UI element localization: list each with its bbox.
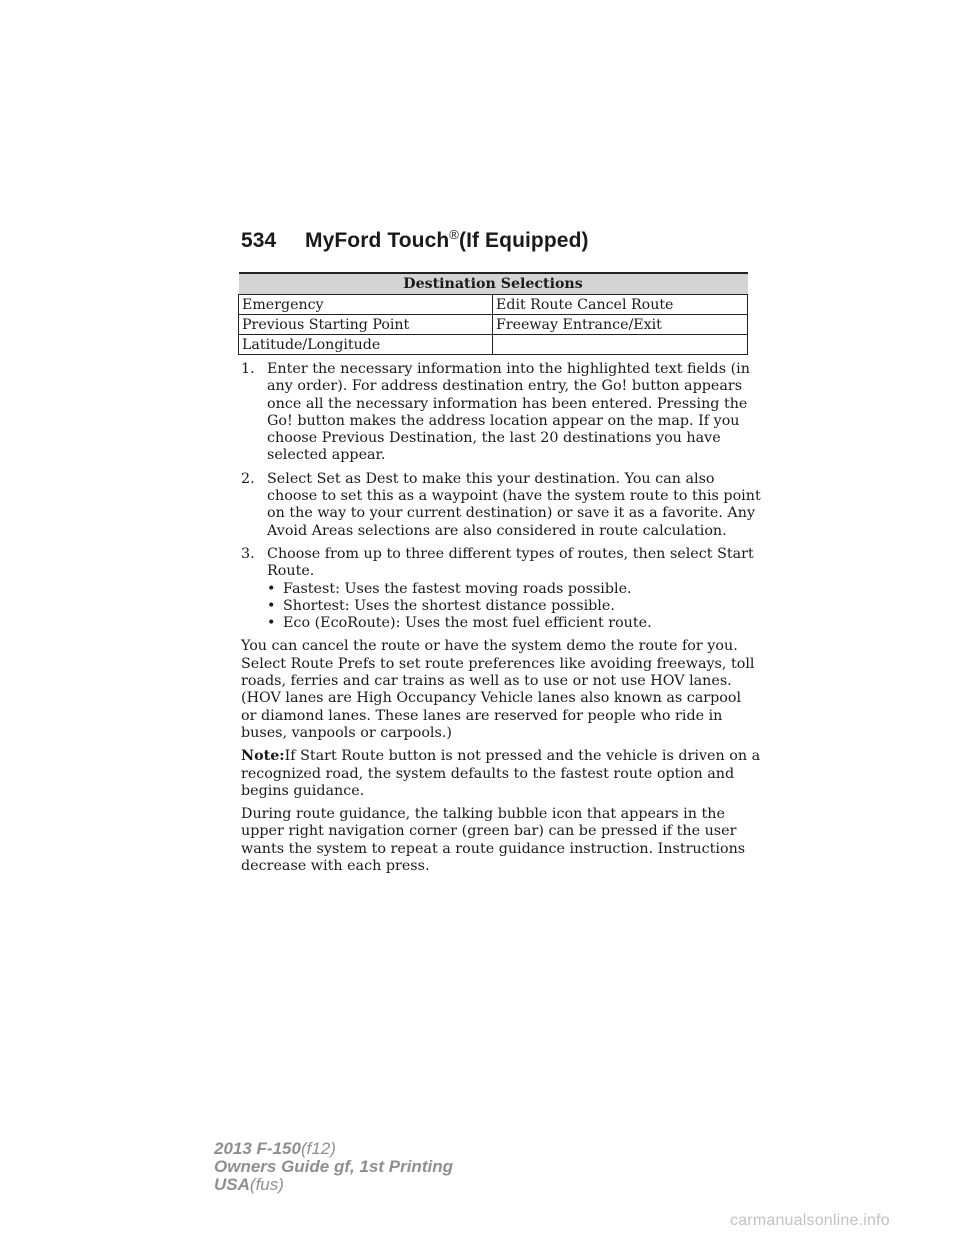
step-2 bbox=[241, 471, 761, 540]
table-row bbox=[239, 295, 748, 315]
watermark: carmanualsonline.info bbox=[730, 1212, 890, 1229]
page-header bbox=[241, 229, 589, 253]
step-number: 3. bbox=[241, 545, 255, 562]
table-row bbox=[239, 315, 748, 335]
note-paragraph bbox=[241, 748, 761, 800]
section-title-suffix: (If Equipped) bbox=[458, 229, 589, 252]
body-text bbox=[241, 361, 761, 881]
bullet-icon: • bbox=[267, 615, 276, 632]
step-number: 1. bbox=[241, 361, 255, 377]
footer-line-2: Owners Guide gf, 1st Printing bbox=[214, 1157, 453, 1176]
table-heading: Destination Selections bbox=[239, 273, 748, 295]
page-number: 534 bbox=[241, 229, 277, 252]
table-cell: Edit Route Cancel Route bbox=[493, 295, 748, 315]
step-3 bbox=[241, 546, 761, 581]
list-item: • Shortest: Uses the shortest distance possible. bbox=[267, 597, 615, 614]
table-row bbox=[239, 335, 748, 355]
table-cell: Previous Starting Point bbox=[239, 315, 493, 335]
bullet-icon: • bbox=[267, 597, 276, 614]
route-types-list bbox=[241, 581, 761, 633]
note-label: Note: bbox=[241, 748, 285, 765]
step-text: Enter the necessary information into the highlighted text fields (in any order). For address destination entry, the Go! button appears once all the necessary information has been entered. Pressing the Go! button makes the address location appear on the map. If you choose Previous Destination, the last 20 destinations you have selected appear. bbox=[267, 361, 750, 464]
step-1 bbox=[241, 361, 761, 465]
table-cell: Emergency bbox=[239, 295, 493, 315]
registered-mark: ® bbox=[449, 227, 459, 242]
destination-selections-table bbox=[238, 272, 748, 355]
step-text: Select Set as Dest to make this your destination. You can also choose to set this as a waypoint (have the system route to this point on the way to your current destination) or save it as a favorite. Any Avoid Areas selections are also considered in route calculation. bbox=[267, 470, 761, 539]
table-cell bbox=[493, 335, 748, 355]
section-title: MyFord Touch bbox=[305, 229, 450, 252]
note-text: If Start Route button is not pressed and the vehicle is driven on a recognized road, the system defaults to the fastest route option and begins guidance. bbox=[241, 748, 761, 799]
table-cell: Freeway Entrance/Exit bbox=[493, 315, 748, 335]
cancel-route-paragraph: You can cancel the route or have the system demo the route for you. Select Route Prefs to set route preferences like avoiding freeways, toll roads, ferries and car trains as well as to use or not use HOV lanes. (HOV lanes are High Occupancy Vehicle lanes also known as carpool or diamond lanes. These lanes are reserved for people who ride in buses, vanpools or carpools.) bbox=[241, 638, 755, 741]
step-text: Choose from up to three different types of routes, then select Start Route. bbox=[267, 545, 754, 580]
footer-line-1: 2013 F-150(f12) bbox=[214, 1139, 336, 1158]
step-number: 2. bbox=[241, 470, 255, 487]
list-item: • Fastest: Uses the fastest moving roads possible. bbox=[267, 580, 632, 597]
table-cell: Latitude/Longitude bbox=[239, 335, 493, 355]
print-footer bbox=[214, 1140, 453, 1194]
list-item: • Eco (EcoRoute): Uses the most fuel efficient route. bbox=[267, 615, 652, 632]
footer-line-3: USA(fus) bbox=[214, 1175, 284, 1194]
bullet-icon: • bbox=[267, 580, 276, 597]
guidance-paragraph: During route guidance, the talking bubble icon that appears in the upper right navigation corner (green bar) can be pressed if the user wants the system to repeat a route guidance instruction. Instructions decrease with each press. bbox=[241, 806, 746, 875]
